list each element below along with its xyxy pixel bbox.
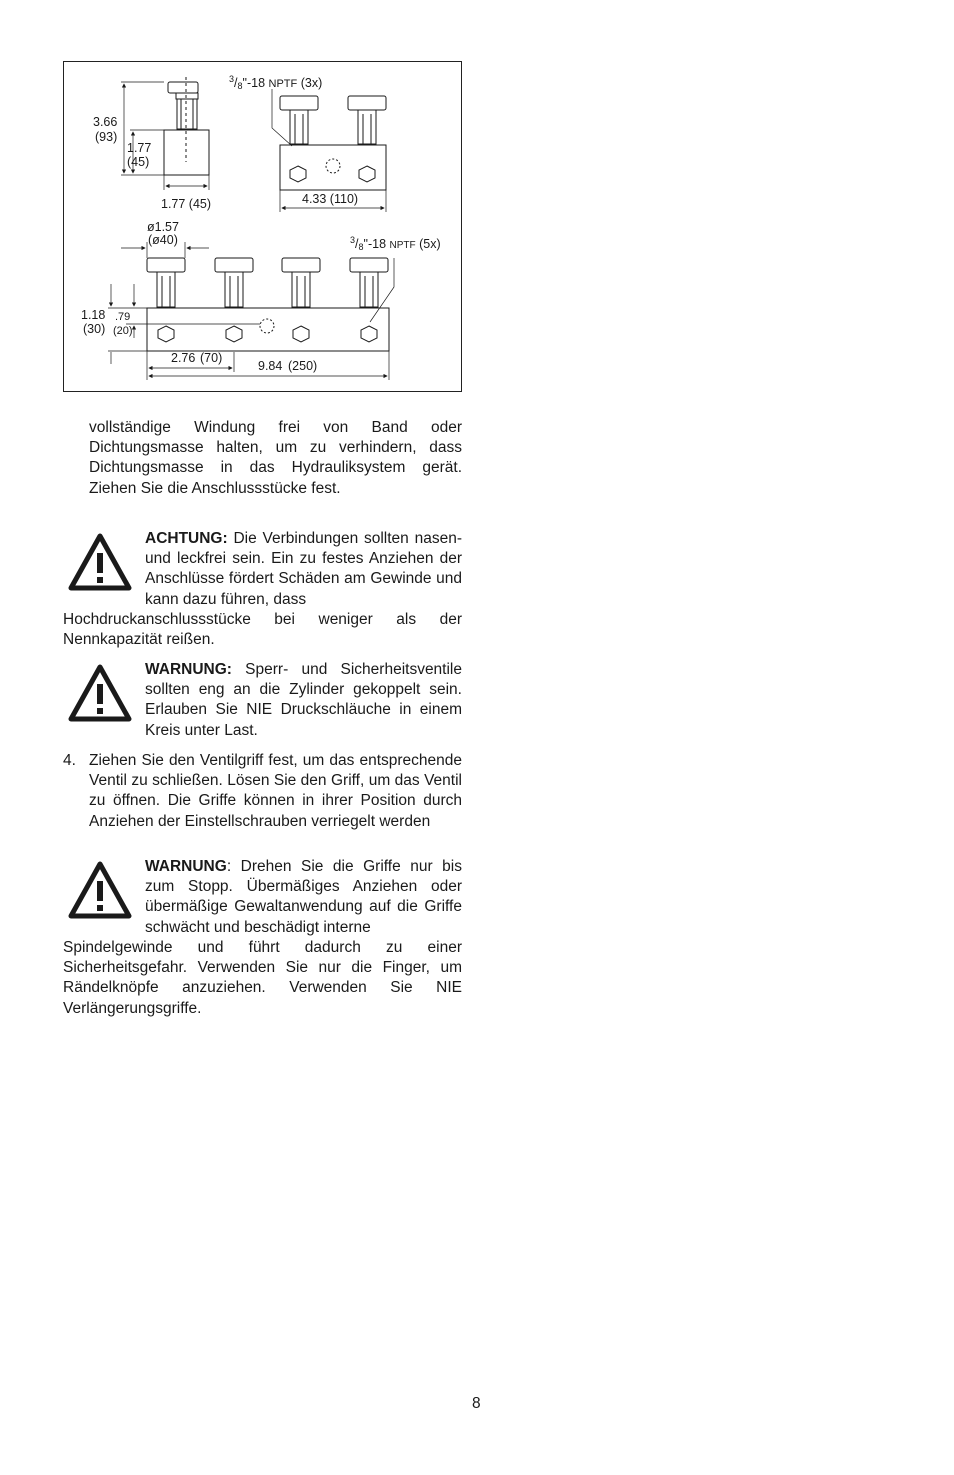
page-number: 8 — [472, 1395, 481, 1412]
warning-1-text — [145, 660, 462, 741]
dim-three-port-width: 4.33 (110) — [302, 192, 359, 206]
dim-height-body: 1.77 — [127, 141, 152, 155]
dimension-drawing — [63, 61, 462, 392]
step-4-text: Ziehen Sie den Ventilgriff fest, um das entsprechende Ventil zu schließen. Lösen Sie den Griff, um das Ventil zu öffnen. Die Griffe können in ihrer Position durch Anziehen der Einstellschrauben verriegelt werden — [89, 752, 462, 830]
warning-2-continuation: Spindelgewinde und führt dadurch zu einer Sicherheitsgefahr. Verwenden Sie nur die Finger, um Rändelknöpfe anzuziehen. Verwenden Sie NIE Verlängerungsgriffe. — [63, 939, 462, 1017]
warning-1-body: Sperr- und Sicherheitsventile sollten eng an die Zylinder gekoppelt sein. Erlauben Sie NIE Druckschläuche in einem Kreis unter Last. — [145, 661, 462, 739]
thread-label-5x: $^3$/8"-18 NPTF (5x) — [350, 235, 441, 252]
dim-length: 9.84 — [258, 359, 283, 373]
dim-height-body-mm: (45) — [127, 155, 150, 169]
dim-diameter-mm: (ø40) — [148, 233, 178, 247]
warning-2-body: : Drehen Sie die Griffe nur bis zum Stopp. Übermäßiges Anziehen oder übermäßige Gewaltanwendung auf die Griffe schwächt und beschädigt interne — [145, 858, 462, 936]
dim-height-1: 1.18 — [81, 308, 106, 322]
caution-indented-text — [145, 529, 462, 610]
thread-label-3x: $^3$/8"-18 NPTF (3x) — [229, 74, 323, 91]
caution-label: ACHTUNG: — [145, 530, 228, 547]
dim-spacing-mm: (70) — [200, 351, 223, 365]
dim-diameter: ø1.57 — [147, 220, 179, 234]
warning-triangle-icon — [68, 861, 132, 919]
warning-2-indented-text — [145, 857, 462, 938]
single-valve-view — [121, 77, 209, 190]
five-port-manifold — [108, 242, 394, 380]
manifold-drawing — [64, 62, 463, 393]
warning-triangle-icon — [68, 664, 132, 722]
dim-height-1-mm: (30) — [83, 322, 106, 336]
warning-1-label: WARNUNG: — [145, 661, 232, 678]
dim-height-total: 3.66 — [93, 115, 118, 129]
dim-height-total-mm: (93) — [95, 130, 118, 144]
dim-length-mm: (250) — [288, 359, 318, 373]
warning-2-label: WARNUNG — [145, 858, 227, 875]
caution-text: Die Verbindungen sollten nasen- und leckfrei sein. Ein zu festes Anziehen der Anschlüsse fördert Schäden am Gewinde und kann dazu führen, dass — [145, 530, 462, 608]
dim-height-2-mm: (20) — [113, 325, 133, 337]
step-number: 4. — [63, 752, 76, 769]
caution-continuation: Hochdruckanschlussstücke bei weniger als der Nennkapazität reißen. — [63, 611, 462, 649]
dim-height-2: .79 — [115, 311, 131, 323]
dim-spacing: 2.76 — [171, 351, 196, 365]
paragraph-continuation: vollständige Windung frei von Band oder Dichtungsmasse halten, um zu verhindern, dass Dichtungsmasse in das Hydrauliksystem gerät. Ziehen Sie die Anschlussstücke fest. — [89, 419, 462, 497]
dim-width-body: 1.77 (45) — [161, 197, 212, 211]
warning-triangle-icon — [68, 533, 132, 591]
